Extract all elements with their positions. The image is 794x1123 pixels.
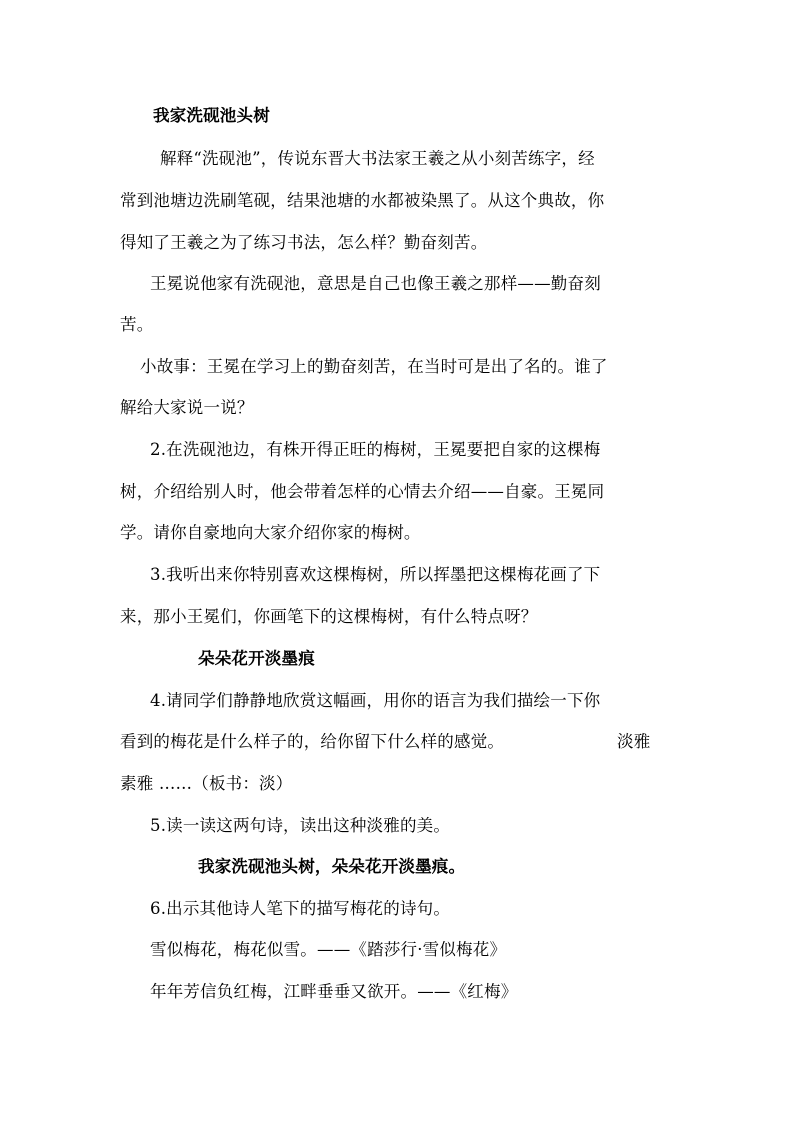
poem-quote-line: 年年芳信负红梅，江畔垂垂又欲开。——《红梅》: [150, 982, 518, 1001]
paragraph-line: 3.我听出来你特别喜欢这棵梅树，所以挥墨把这棵梅花画了下: [150, 565, 601, 584]
paragraph-line: 6.出示其他诗人笔下的描写梅花的诗句。: [150, 899, 451, 918]
paragraph-line: 看到的梅花是什么样子的，给你留下什么样的感觉。: [120, 732, 505, 751]
paragraph-line: 来，那小王冕们，你画笔下的这棵梅树，有什么特点呀？: [120, 607, 538, 626]
paragraph-line: 苦。: [120, 315, 154, 334]
heading-poem-line-2: 朵朵花开淡墨痕: [198, 649, 315, 668]
heading-poem-couplet: 我家洗砚池头树，朵朵花开淡墨痕。: [198, 857, 466, 876]
paragraph-line: 树，介绍给别人时，他会带着怎样的心情去介绍——自豪。王冕同: [120, 482, 605, 501]
paragraph-line: 解给大家说一说？: [120, 398, 254, 417]
paragraph-line: 学。请你自豪地向大家介绍你家的梅树。: [120, 523, 421, 542]
paragraph-line: 2.在洗砚池边，有株开得正旺的梅树，王冕要把自家的这棵梅: [150, 440, 601, 459]
paragraph-line: 素雅 ……（板书：淡）: [120, 774, 293, 793]
paragraph-line: 王冕说他家有洗砚池，意思是自己也像王羲之那样——勤奋刻: [150, 274, 601, 293]
heading-poem-line-1: 我家洗砚池头树: [153, 106, 270, 125]
paragraph-line: 5.读一读这两句诗，读出这种淡雅的美。: [150, 816, 451, 835]
board-note-dan-ya: 淡雅: [617, 732, 651, 751]
paragraph-line: 小故事：王冕在学习上的勤奋刻苦，在当时可是出了名的。谁了: [140, 357, 608, 376]
poem-quote-line: 雪似梅花，梅花似雪。——《踏莎行·雪似梅花》: [150, 940, 507, 959]
paragraph-line: 4.请同学们静静地欣赏这幅画，用你的语言为我们描绘一下你: [150, 691, 601, 710]
paragraph-line: 得知了王羲之为了练习书法，怎么样？勤奋刻苦。: [120, 233, 488, 252]
paragraph-line: 解释“洗砚池”，传说东晋大书法家王羲之从小刻苦练字，经: [160, 149, 595, 168]
paragraph-line: 常到池塘边洗刷笔砚，结果池塘的水都被染黑了。从这个典故，你: [120, 191, 605, 210]
